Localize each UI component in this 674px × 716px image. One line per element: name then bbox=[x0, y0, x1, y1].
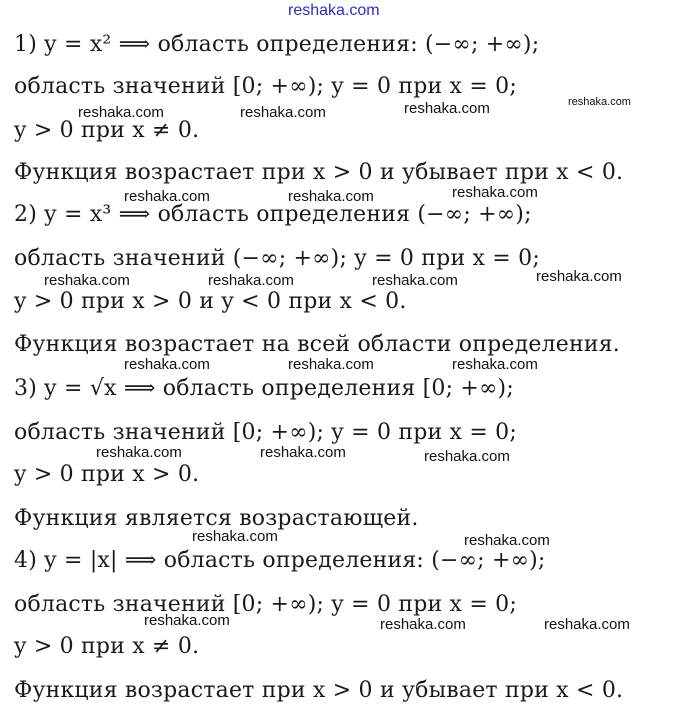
watermark: reshaka.com bbox=[288, 188, 374, 205]
text-line-1: 1) y = x² ⟹ область определения: (−∞; +∞); bbox=[14, 32, 540, 57]
text-line-13: 4) y = |x| ⟹ область определения: (−∞; +∞); bbox=[14, 548, 546, 573]
text-line-12: Функция является возрастающей. bbox=[14, 506, 419, 531]
watermark: reshaka.com bbox=[536, 268, 622, 285]
watermark: reshaka.com bbox=[240, 104, 326, 121]
watermark: reshaka.com bbox=[260, 444, 346, 461]
watermark: reshaka.com bbox=[124, 188, 210, 205]
watermark: reshaka.com bbox=[544, 616, 630, 633]
text-line-4: Функция возрастает при x > 0 и убывает при x < 0. bbox=[14, 160, 624, 185]
watermark: reshaka.com bbox=[464, 532, 550, 549]
watermark: reshaka.com bbox=[96, 444, 182, 461]
text-line-15: y > 0 при x ≠ 0. bbox=[14, 634, 200, 659]
watermark: reshaka.com bbox=[568, 96, 631, 108]
text-line-14: область значений [0; +∞); y = 0 при x = 0; bbox=[14, 592, 517, 617]
text-line-10: область значений [0; +∞); y = 0 при x = 0; bbox=[14, 420, 517, 445]
watermark: reshaka.com bbox=[288, 356, 374, 373]
text-line-5: 2) y = x³ ⟹ область определения (−∞; +∞); bbox=[14, 202, 532, 227]
watermark: reshaka.com bbox=[78, 104, 164, 121]
text-line-7: y > 0 при x > 0 и y < 0 при x < 0. bbox=[14, 289, 407, 314]
watermark: reshaka.com bbox=[124, 356, 210, 373]
text-line-3: y > 0 при x ≠ 0. bbox=[14, 118, 200, 143]
watermark: reshaka.com bbox=[452, 184, 538, 201]
watermark: reshaka.com bbox=[192, 528, 278, 545]
watermark: reshaka.com bbox=[424, 448, 510, 465]
text-line-16: Функция возрастает при x > 0 и убывает при x < 0. bbox=[14, 678, 624, 703]
text-line-2: область значений [0; +∞); y = 0 при x = 0; bbox=[14, 74, 517, 99]
watermark: reshaka.com bbox=[44, 272, 130, 289]
watermark: reshaka.com bbox=[372, 272, 458, 289]
text-line-8: Функция возрастает на всей области определения. bbox=[14, 332, 620, 357]
site-watermark-header: reshaka.com bbox=[288, 2, 380, 19]
text-line-6: область значений (−∞; +∞); y = 0 при x = 0; bbox=[14, 246, 540, 271]
text-line-9: 3) y = √x ⟹ область определения [0; +∞); bbox=[14, 376, 514, 401]
watermark: reshaka.com bbox=[380, 616, 466, 633]
text-line-11: y > 0 при x > 0. bbox=[14, 462, 200, 487]
watermark: reshaka.com bbox=[208, 272, 294, 289]
watermark: reshaka.com bbox=[452, 356, 538, 373]
watermark: reshaka.com bbox=[144, 612, 230, 629]
watermark: reshaka.com bbox=[404, 100, 490, 117]
